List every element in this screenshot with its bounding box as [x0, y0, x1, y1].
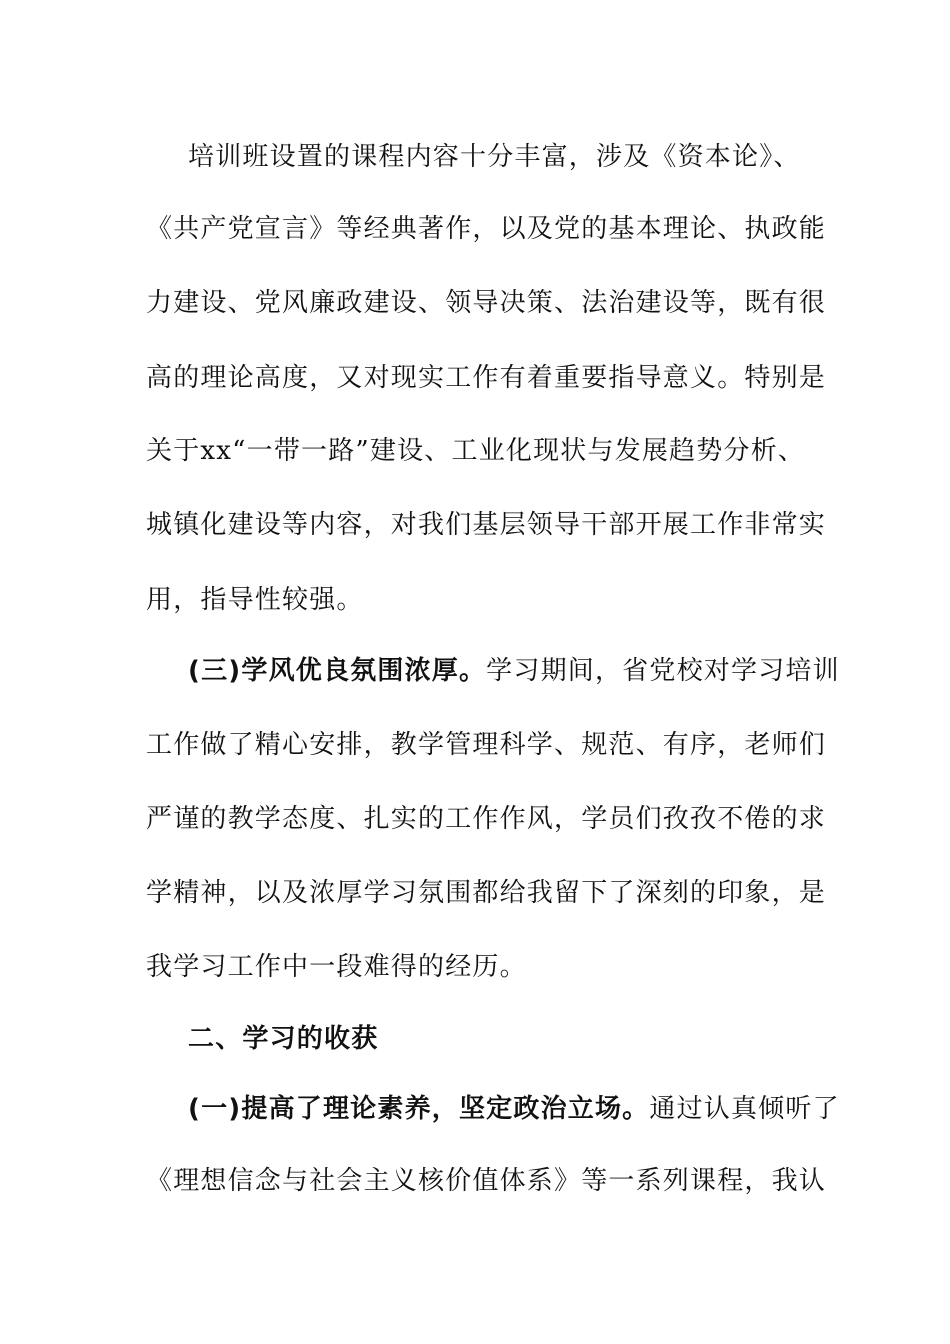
- paragraph3-line-1: [188, 1094, 840, 1124]
- paragraph2-line-2: 工作做了精心安排，教学管理科学、规范、有序，老师们: [146, 730, 827, 760]
- paragraph1-line-4: 高的理论高度，又对现实工作有着重要指导意义。特别是: [146, 363, 827, 393]
- paragraph2-heading: (三)学风优良氛围浓厚。: [188, 656, 487, 686]
- paragraph1-line-7: 用，指导性较强。: [146, 585, 364, 615]
- paragraph1-line-3: 力建设、党风廉政建设、领导决策、法治建设等，既有很: [146, 288, 827, 318]
- paragraph2-line-1: [188, 656, 840, 686]
- paragraph1-line-6: 城镇化建设等内容，对我们基层领导干部开展工作非常实: [146, 510, 827, 540]
- paragraph2-line-3: 严谨的教学态度、扎实的工作作风，学员们孜孜不倦的求: [146, 804, 827, 834]
- paragraph2-line-5: 我学习工作中一段难得的经历。: [146, 952, 527, 982]
- paragraph2-line-4: 学精神，以及浓厚学习氛围都给我留下了深刻的印象，是: [146, 878, 827, 908]
- paragraph3-heading: (一)提高了理论素养，坚定政治立场。: [188, 1094, 650, 1124]
- paragraph1-line-5: 关于xx“一带一路”建设、工业化现状与发展趋势分析、: [146, 436, 806, 466]
- paragraph3-line-2: 《理想信念与社会主义核价值体系》等一系列课程，我认: [146, 1166, 827, 1196]
- section2-title: 二、学习的收获: [188, 1024, 379, 1054]
- paragraph1-line-2: 《共产党宣言》等经典著作，以及党的基本理论、执政能: [146, 214, 827, 244]
- paragraph1-line-1: 培训班设置的课程内容十分丰富，涉及《资本论》、: [188, 142, 801, 172]
- paragraph3-first-line-text: 通过认真倾听了: [649, 1094, 840, 1124]
- paragraph2-first-line-text: 学习期间，省党校对学习培训: [486, 656, 840, 686]
